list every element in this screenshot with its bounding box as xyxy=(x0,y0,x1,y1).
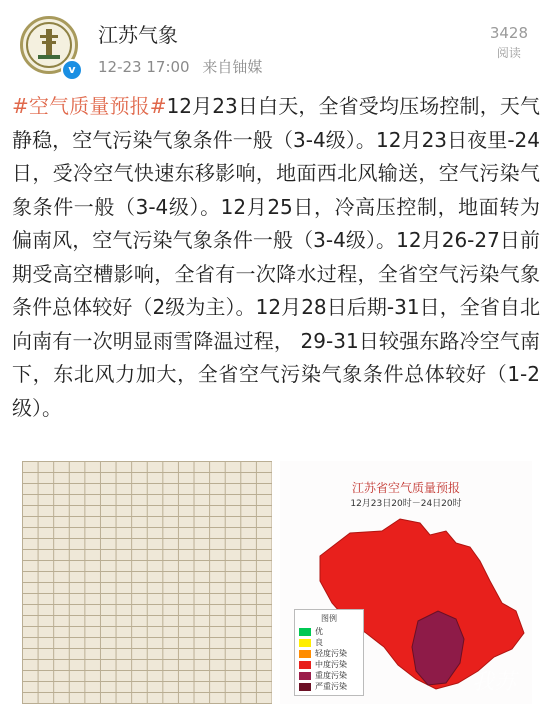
legend-swatch xyxy=(299,683,311,691)
legend-swatch xyxy=(299,650,311,658)
post-text: 12月23日白天，全省受均压场控制，天气静稳，空气污染气象条件一般（3-4级）。12月23日夜里-24日，受冷空气快速东移影响，地面西北风输送，空气污染气象条件一般（3-4级）。12月25日，冷高压控制，地面转为偏南风，空气污染气象条件一般（3-4级）。12月26-27日前期受高空槽影响，全省有一次降水过程，全省空气污染气象条件总体较好（2级为主）。12月28日后期-31日，全省自北向南有一次明显雨雪降温过程， 29-31日较强东路冷空气南下，东北风力加大，全省空气污染气象条件总体较好（1-2级）。 xyxy=(12,94,540,420)
post-header xyxy=(0,0,550,90)
post-source[interactable]: 来自铀媒 xyxy=(202,58,263,76)
table-grid xyxy=(22,461,272,704)
legend-swatch xyxy=(299,639,311,647)
read-count: 3428 xyxy=(489,24,528,42)
legend-swatch xyxy=(299,628,311,636)
legend-label: 轻度污染 xyxy=(315,649,347,658)
watermark: 我苏 xyxy=(471,670,516,695)
legend-title: 图例 xyxy=(321,614,337,623)
legend-item xyxy=(299,670,359,681)
verified-badge-icon: v xyxy=(61,59,83,81)
map-subtitle: 12月23日20时－24日20时 xyxy=(350,499,462,509)
legend-item xyxy=(299,637,359,648)
account-name[interactable]: 江苏气象 xyxy=(98,23,178,47)
legend-label: 严重污染 xyxy=(315,682,347,691)
legend-item xyxy=(299,659,359,670)
legend-item xyxy=(299,681,359,692)
read-counter xyxy=(490,24,528,61)
legend-item xyxy=(299,648,359,659)
forecast-table-image[interactable] xyxy=(22,461,272,704)
read-label: 阅读 xyxy=(496,46,521,60)
map-legend xyxy=(294,609,364,696)
legend-label: 中度污染 xyxy=(315,660,347,669)
legend-label: 重度污染 xyxy=(315,671,347,680)
legend-item xyxy=(299,626,359,637)
post-meta xyxy=(98,56,270,77)
post-timestamp: 12-23 17:00 xyxy=(98,58,190,76)
legend-label: 优 xyxy=(315,627,323,636)
legend-label: 良 xyxy=(315,638,323,647)
post-body xyxy=(12,90,540,425)
air-quality-map-image[interactable] xyxy=(280,461,532,704)
hashtag-link[interactable]: #空气质量预报# xyxy=(12,94,167,118)
legend-swatch xyxy=(299,672,311,680)
map-title: 江苏省空气质量预报 xyxy=(351,481,460,495)
legend-swatch xyxy=(299,661,311,669)
